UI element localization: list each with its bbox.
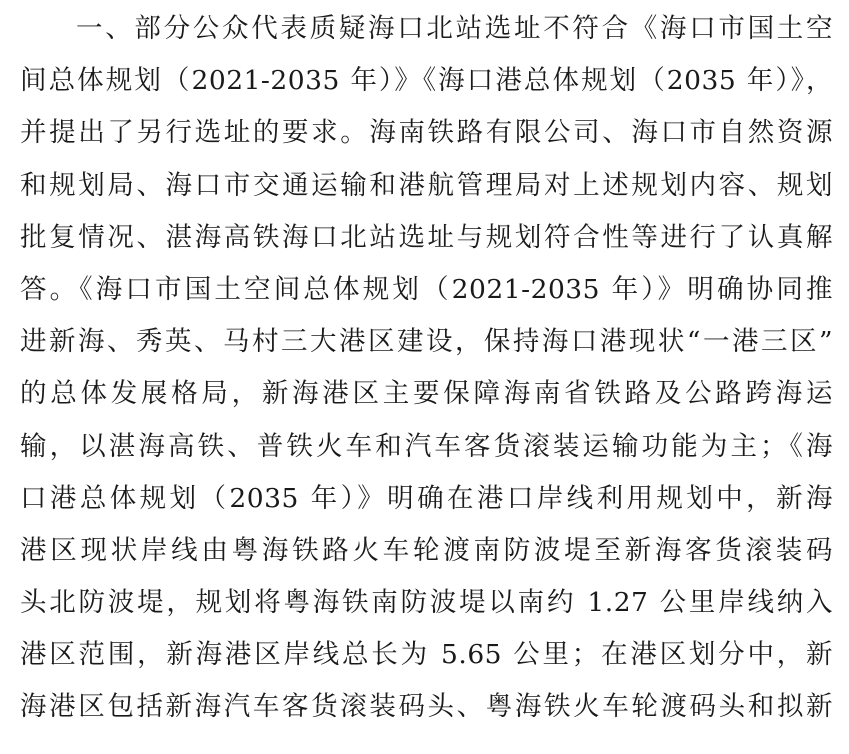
text-line-3: 并提出了另行选址的要求。海南铁路有限公司、海口市自然资源 bbox=[20, 117, 833, 149]
text-line-7: 进新海、秀英、马村三大港区建设，保持海口港现状“一港三区” bbox=[20, 326, 833, 358]
text-line-10: 口港总体规划（2035 年）》明确在港口岸线利用规划中，新海 bbox=[20, 482, 833, 514]
body-paragraph bbox=[20, 3, 833, 734]
text-line-13: 港区范围，新海港区岸线总长为 5.65 公里；在港区划分中，新 bbox=[20, 639, 833, 671]
text-line-6: 答。《海口市国土空间总体规划（2021-2035 年）》明确协同推 bbox=[20, 273, 833, 305]
text-line-5: 批复情况、湛海高铁海口北站选址与规划符合性等进行了认真解 bbox=[20, 221, 833, 253]
text-line-9: 输，以湛海高铁、普铁火车和汽车客货滚装运输功能为主；《海 bbox=[20, 430, 833, 462]
text-line-12: 头北防波堤，规划将粤海铁南防波堤以南约 1.27 公里岸线纳入 bbox=[20, 587, 833, 619]
text-line-4: 和规划局、海口市交通运输和港航管理局对上述规划内容、规划 bbox=[20, 169, 833, 201]
text-line-8: 的总体发展格局，新海港区主要保障海南省铁路及公路跨海运 bbox=[20, 378, 833, 410]
text-line-11: 港区现状岸线由粤海铁路火车轮渡南防波堤至新海客货滚装码 bbox=[20, 534, 833, 566]
text-line-14: 海港区包括新海汽车客货滚装码头、粤海铁火车轮渡码头和拟新 bbox=[20, 691, 833, 723]
text-line-2: 间总体规划（2021-2035 年）》《海口港总体规划（2035 年）》， bbox=[20, 65, 833, 97]
text-line-1: 一、部分公众代表质疑海口北站选址不符合《海口市国土空 bbox=[76, 13, 833, 44]
